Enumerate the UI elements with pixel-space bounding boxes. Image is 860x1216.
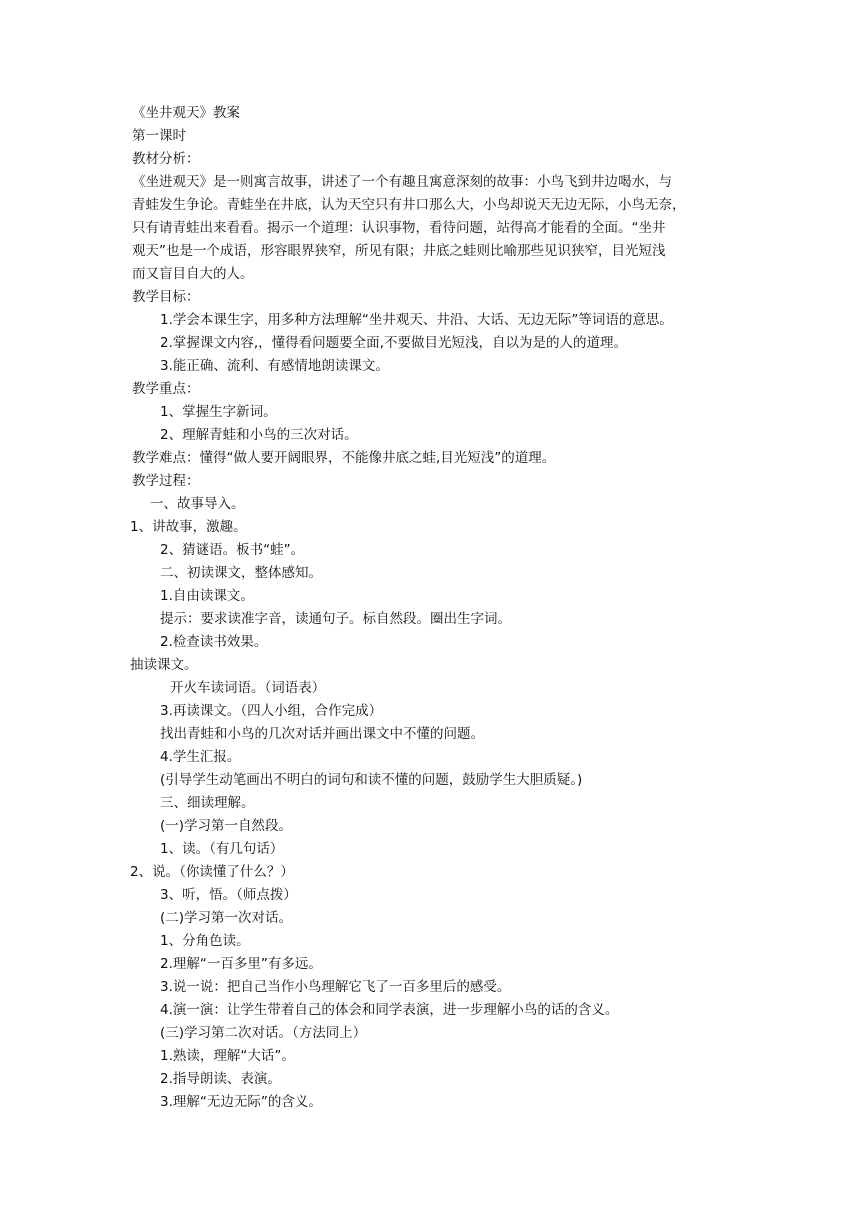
process-step: 3.理解“无边无际”的含义。: [160, 1094, 322, 1110]
key-heading: 教学重点：: [132, 381, 200, 397]
process-step: 1、读。（有几句话）: [160, 841, 284, 857]
process-step: 提示：要求读准字音，读通句子。标自然段。圈出生字词。: [160, 611, 511, 627]
goal-item: 3.能正确、流利、有感情地朗读课文。: [160, 358, 389, 374]
process-heading: 教学过程：: [132, 473, 200, 489]
process-step: 1、讲故事，激趣。: [130, 519, 247, 535]
process-step: (二)学习第一次对话。: [160, 910, 293, 926]
process-step: 2.指导朗读、表演。: [160, 1071, 281, 1087]
process-step: 一、故事导入。: [150, 496, 245, 512]
process-step: 3.说一说：把自己当作小鸟理解它飞了一百多里后的感受。: [160, 979, 511, 995]
process-step: 4.学生汇报。: [160, 749, 241, 765]
analysis-line: 观天”也是一个成语，形容眼界狭窄，所见有限；井底之蛙则比喻那些见识狭窄，目光短浅: [132, 243, 666, 259]
process-step: 2.检查读书效果。: [160, 634, 268, 650]
process-step: (引导学生动笔画出不明白的词句和读不懂的问题，鼓励学生大胆质疑。): [160, 772, 583, 788]
goals-heading: 教学目标：: [132, 289, 200, 305]
process-step: 三、细读理解。: [160, 795, 255, 811]
process-step: 开火车读词语。（词语表）: [170, 680, 326, 696]
analysis-line: 《坐进观天》是一则寓言故事，讲述了一个有趣且寓意深刻的故事：小鸟飞到井边喝水，与: [132, 174, 672, 190]
process-step: 3、听，悟。（师点拨）: [160, 887, 297, 903]
difficulty-line: 教学难点：懂得“做人要开阔眼界，不能像井底之蛙,目光短浅”的道理。: [132, 450, 556, 466]
lesson-label: 第一课时: [132, 128, 186, 144]
process-step: 2、说。（你读懂了什么？）: [130, 864, 294, 880]
process-step: (一)学习第一自然段。: [160, 818, 293, 834]
key-point: 2、理解青蛙和小鸟的三次对话。: [160, 427, 358, 443]
process-step: 1.自由读课文。: [160, 588, 254, 604]
process-step: 2、猜谜语。板书“蛙”。: [160, 542, 305, 558]
key-point: 1、掌握生字新词。: [160, 404, 277, 420]
analysis-heading: 教材分析：: [132, 151, 200, 167]
process-step: 1、分角色读。: [160, 933, 250, 949]
process-step: 3.再读课文。（四人小组，合作完成）: [160, 703, 383, 719]
analysis-line: 只有请青蛙出来看看。揭示一个道理：认识事物，看待问题，站得高才能看的全面。“坐井: [132, 220, 666, 236]
process-step: (三)学习第二次对话。（方法同上）: [160, 1025, 367, 1041]
process-step: 抽读课文。: [130, 657, 198, 673]
goal-item: 2.掌握课文内容,，懂得看问题要全面,不要做目光短浅，自以为是的人的道理。: [160, 335, 627, 351]
process-step: 4.演一演：让学生带着自己的体会和同学表演，进一步理解小鸟的话的含义。: [160, 1002, 619, 1018]
goal-item: 1.学会本课生字，用多种方法理解“坐井观天、井沿、大话、无边无际”等词语的意思。: [160, 312, 673, 328]
process-step: 1.熟读，理解“大话”。: [160, 1048, 295, 1064]
analysis-line: 而又盲目自大的人。: [132, 266, 254, 282]
process-step: 2.理解“一百多里”有多远。: [160, 956, 322, 972]
process-step: 二、初读课文，整体感知。: [160, 565, 322, 581]
doc-title: 《坐井观天》教案: [132, 105, 240, 121]
process-step: 找出青蛙和小鸟的几次对话并画出课文中不懂的问题。: [160, 726, 484, 742]
analysis-line: 青蛙发生争论。青蛙坐在井底，认为天空只有井口那么大，小鸟却说天无边无际，小鸟无奈，: [132, 197, 686, 213]
